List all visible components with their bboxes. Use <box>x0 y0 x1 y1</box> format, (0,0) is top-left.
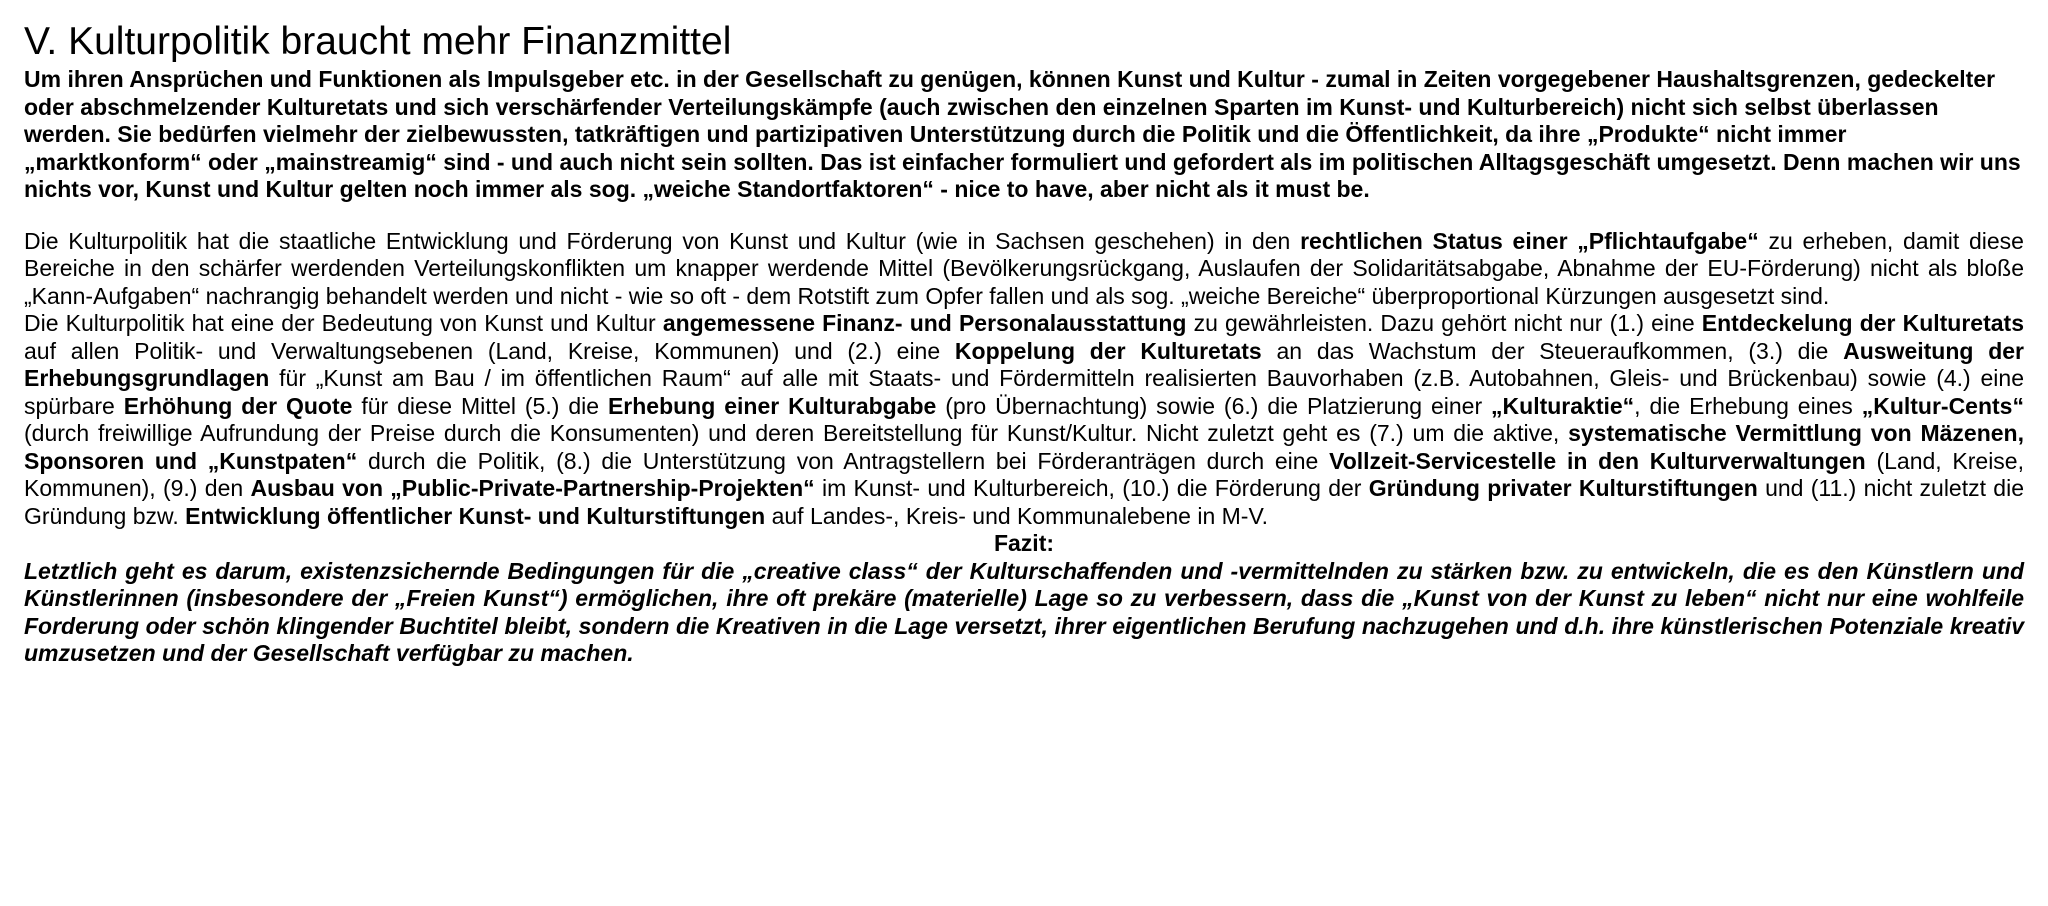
para2-text-3: auf allen Politik- und Verwaltungsebenen (Land, Kreise, Kommunen) und (2.) eine <box>24 337 955 364</box>
para2-bold-1: angemessene Finanz- und Personalausstattung <box>662 310 1187 336</box>
fazit-heading: Fazit: <box>993 530 1055 556</box>
para2-text-5: für „Kunst am Bau / im öffentlichen Raum“ auf alle mit Staats- und Fördermitteln realisierten Bauvorhaben (z.B. Autobahnen, Gleis- und Brückenbau) sowie (4.) eine spürbare <box>24 365 2024 419</box>
para2-bold-12: Gründung privater Kulturstiftungen <box>1368 475 1758 501</box>
para2-text-7: (pro Übernachtung) sowie (6.) die Platzierung einer <box>936 392 1492 419</box>
section-title: V. Kulturpolitik braucht mehr Finanzmittel <box>24 20 732 63</box>
para1-text-2: zu erheben, damit diese Bereiche in den schärfer werdenden Verteilungskonflikten um knapper werdende Mittel (Bevölkerungsrückgang, Auslaufen der Solidaritätsabgabe, Abnahme der EU-Förderung) nicht als bloße „Kann-Aufgaben“ nachrangig behandelt werden und nicht - wie so oft - dem Rotstift zum Opfer fallen und als sog. „weiche Bereiche“ überproportional Kürzungen ausgesetzt sind. <box>24 227 2024 309</box>
para2-text-2: zu gewährleisten. Dazu gehört nicht nur (1.) eine <box>1186 310 1702 336</box>
paragraph-finanzausstattung <box>24 310 2024 530</box>
para2-bold-7: „Kulturaktie“ <box>1491 392 1635 419</box>
para2-bold-5: Erhöhung der Quote <box>123 392 353 419</box>
para2-bold-4: Ausweitung der Erhebungsgrundlagen <box>24 337 2025 391</box>
para2-bold-2: Entdeckelung der Kulturetats <box>1701 310 2024 336</box>
para2-text-14: auf Landes-, Kreis- und Kommunalebene in M-V. <box>765 502 1269 529</box>
lead-paragraph: Um ihren Ansprüchen und Funktionen als Impulsgeber etc. in der Gesellschaft zu genügen, können Kunst und Kultur - zumal in Zeiten vorgegebener Haushaltsgrenzen, gedeckelter oder abschmelzender Kulturetats und sich verschärfender Verteilungskämpfe (auch zwischen den einzelnen Sparten im Kunst- und Kulturbereich) nicht sich selbst überlassen werden. Sie bedürfen vielmehr der zielbewussten, tatkräftigen und partizipativen Unterstützung durch die Politik und die Öffentlichkeit, da ihre „Produkte“ nicht immer „marktkonform“ oder „mainstreamig“ sind - und auch nicht sein sollten. Das ist einfacher formuliert und gefordert als im politischen Alltagsgeschäft umgesetzt. Denn machen wir uns nichts vor, Kunst und Kultur gelten noch immer als sog. „weiche Standortfaktoren“ - nice to have, aber nicht als it must be. <box>24 66 2021 202</box>
para2-text-8: , die Erhebung eines <box>1634 392 1862 419</box>
fazit-paragraph: Letztlich geht es darum, existenzsichernde Bedingungen für die „creative class“ der Kulturschaffenden und -vermittelnden zu stärken bzw. zu entwickeln, die es den Künstlern und Künstlerinnen (insbesondere der „Freien Kunst“) ermöglichen, ihre oft prekäre (materielle) Lage so zu verbessern, dass die „Kunst von der Kunst zu leben“ nicht nur eine wohlfeile Forderung oder schön klingender Buchtitel bleibt, sondern die Kreativen in die Lage versetzt, ihrer eigentlichen Berufung nachzugehen und d.h. ihre künstlerischen Potenziale kreativ umzusetzen und der Gesellschaft verfügbar zu machen. <box>24 557 2024 666</box>
para2-bold-10: Vollzeit-Servicestelle in den Kulturverwaltungen <box>1329 447 1866 474</box>
paragraph-gap <box>24 204 2024 228</box>
para2-bold-8: „Kultur-Cents“ <box>1861 392 2024 419</box>
para2-text-6: für diese Mittel (5.) die <box>352 392 608 419</box>
para2-bold-11: Ausbau von „Public-Private-Partnership-Projekten“ <box>250 475 815 501</box>
para2-text-1: Die Kulturpolitik hat eine der Bedeutung von Kunst und Kultur <box>24 310 663 336</box>
para2-text-4: an das Wachstum der Steueraufkommen, (3.) die <box>1261 337 1844 364</box>
paragraph-pflichtaufgabe <box>24 228 2024 311</box>
para2-text-9: (durch freiwillige Aufrundung der Preise durch die Konsumenten) und deren Bereitstellung für Kunst/Kultur. Nicht zuletzt geht es (7.) um die aktive, <box>24 420 1569 446</box>
para2-bold-6: Erhebung einer Kulturabgabe <box>607 392 937 419</box>
para2-bold-9: systematische Vermittlung von Mäzenen, Sponsoren und „Kunstpaten“ <box>24 420 2024 474</box>
para2-text-10: durch die Politik, (8.) die Unterstützung von Antragstellern bei Förderanträgen durch eine <box>357 447 1330 474</box>
para1-text-1: Die Kulturpolitik hat die staatliche Entwicklung und Förderung von Kunst und Kultur (wie in Sachsen geschehen) in den <box>24 227 1301 254</box>
para2-text-12: im Kunst- und Kulturbereich, (10.) die Förderung der <box>814 475 1369 501</box>
document <box>24 18 2024 668</box>
para1-bold-1: rechtlichen Status einer „Pflichtaufgabe“ <box>1300 227 1759 254</box>
para2-bold-3: Koppelung der Kulturetats <box>954 337 1262 364</box>
para2-bold-13: Entwicklung öffentlicher Kunst- und Kulturstiftungen <box>185 502 766 529</box>
para2-text-11: (Land, Kreise, Kommunen), (9.) den <box>24 447 2024 501</box>
para2-text-13: und (11.) nicht zuletzt die Gründung bzw. <box>24 475 2025 529</box>
